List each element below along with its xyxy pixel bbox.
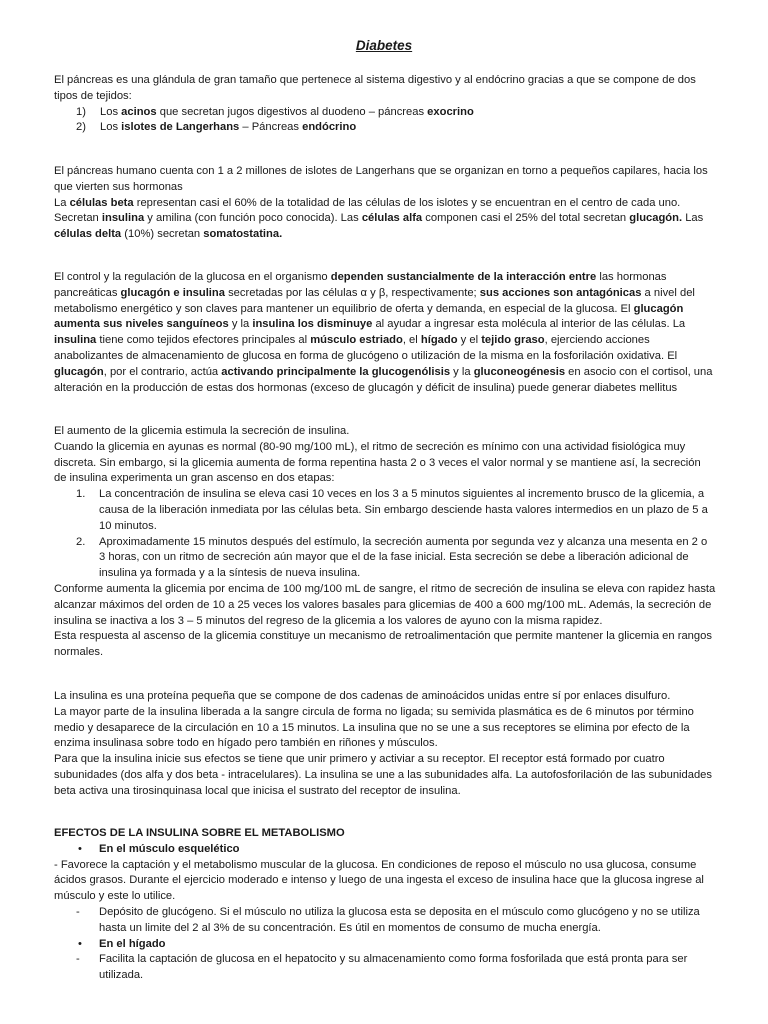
secretion-paragraph: Esta respuesta al ascenso de la glicemia constituye un mecanismo de retroalimentación que permite mantener la glicemia en rangos normales. xyxy=(54,630,712,659)
insulin-paragraph: La insulina es una proteína pequeña que se compone de dos cadenas de aminoácidos unidas entre sí por enlaces disulfuro. xyxy=(54,690,671,702)
text-run: tiene como tejidos efectores principales al xyxy=(96,334,311,347)
text-bold: somatostatina. xyxy=(203,228,283,241)
text-bold: gluconeogénesis xyxy=(473,365,566,378)
dash-marker: - xyxy=(76,905,80,918)
list-text: Aproximadamente 15 minutos después del estímulo, la secreción aumenta por segunda vez y alcanza una mesenta en 2 o 3 horas, con un ritmo de secreción aún mayor que el de la fase inicial. Esta secreción se debe a liberación adicional de insulina ya formada y a la síntesis de nueva insulina. xyxy=(99,535,708,580)
list-number: 2) xyxy=(76,121,86,134)
intro-paragraph: El páncreas es una glándula de gran tamaño que pertenece al sistema digestivo y al endócrino gracias a que se compone de dos tipos de tejidos: xyxy=(54,74,696,102)
subsection-heading: En el músculo esquelético xyxy=(99,842,240,855)
list-number: 1. xyxy=(76,488,86,501)
insulin-paragraph: La mayor parte de la insulina liberada a la sangre circula de forma no ligada; su semivida plasmática es de 6 minutos por término medio y desaparece de la circulación en 10 a 15 minutos. La insulina que no se une a sus receptores se elimina por efecto de la enzima insulinasa sobre todo en hígado pero también en riñones y músculos. xyxy=(54,705,694,750)
phase-list xyxy=(54,487,716,582)
tissue-list xyxy=(54,105,716,137)
list-bold: endócrino xyxy=(302,121,357,134)
text-run: Secretan xyxy=(54,212,102,225)
subsection-heading: En el hígado xyxy=(99,937,166,950)
text-bold: insulina xyxy=(54,334,97,347)
dash-marker: - xyxy=(76,953,80,966)
insulin-section xyxy=(54,689,716,800)
text-bold: glucagón aumenta sus niveles sanguíneos xyxy=(54,302,684,331)
text-run: y el xyxy=(457,334,482,347)
secretion-intro: El aumento de la glicemia estimula la secreción de insulina. xyxy=(54,425,350,437)
list-text: Depósito de glucógeno. Si el músculo no utiliza la glucosa esta se deposita en el músculo como glucógeno y no se utiliza hasta un limite del 2 al 3% de su concentración. Es útil en momentos de consumo de mucha energía. xyxy=(99,905,700,934)
intro-section xyxy=(54,73,716,136)
text-bold: glucagón xyxy=(54,365,104,378)
text-bold: sus acciones son antagónicas xyxy=(479,286,642,299)
text-bold: insulina xyxy=(101,212,145,225)
text-bold: células alfa xyxy=(361,212,423,225)
list-text: – Páncreas xyxy=(239,121,303,134)
text-run: al ayudar a ingresar esta molécula al interior de las células. La xyxy=(372,318,686,331)
list-item xyxy=(54,952,716,984)
list-item xyxy=(54,120,716,136)
list-item xyxy=(54,937,716,953)
text-bold: insulina los disminuye xyxy=(252,318,373,331)
list-item xyxy=(54,842,716,858)
text-run: secretadas por las células α y β, respectivamente; xyxy=(224,286,480,299)
beta-cells-paragraph xyxy=(54,196,716,243)
islets-section xyxy=(54,164,716,243)
text-run: La xyxy=(54,196,70,209)
text-run: , ejerciendo acciones anabolizantes de almacenamiento de glucosa en forma de glucógeno o utilización de la misma en la fosforilación oxidativa. El xyxy=(54,334,678,362)
text-bold: hígado xyxy=(420,334,458,347)
text-run: Las xyxy=(682,212,704,225)
text-bold: dependen sustancialmente de la interacción entre xyxy=(330,271,597,283)
insulin-paragraph: Para que la insulina inicie sus efectos se tiene que unir primero y activiar a su receptor. El receptor está formado por cuatro subunidades (dos alfa y dos beta - intracelulares). La insulina se une a las subunidades alfa. La autofosforilación de las subunidades beta activa una tirosinquinasa local que inicisa el sustrato del receptor de insulina. xyxy=(54,753,713,797)
list-text: Facilita la captación de glucosa en el hepatocito y su almacenamiento como forma fosforilada que está pronta para ser utilizada. xyxy=(99,953,688,982)
text-run: y la xyxy=(228,318,253,331)
list-text: que secretan jugos digestivos al duodeno – páncreas xyxy=(156,105,428,118)
text-bold: glucagón. xyxy=(629,212,683,225)
list-item xyxy=(54,535,716,582)
text-run: componen casi el 25% del total secretan xyxy=(422,212,630,225)
document-title: Diabetes xyxy=(355,38,413,53)
text-bold: células beta xyxy=(69,196,134,209)
secretion-paragraph: Conforme aumenta la glicemia por encima de 100 mg/100 mL de sangre, el ritmo de secreción de insulina se eleva con rapidez hasta alcanzar máximos del orden de 10 a 25 veces los valores basales para glicemias de 400 a 600 mg/100 mL. Además, la secreción de insulina se inactiva a los 3 – 5 minutos del regreso de la glicemia a los valores de ayuno con la misma rapidez. xyxy=(54,582,716,627)
text-bold: músculo estriado xyxy=(310,334,403,347)
section-heading: EFECTOS DE LA INSULINA SOBRE EL METABOLISMO xyxy=(54,827,345,839)
text-run: El control y la regulación de la glucosa en el organismo xyxy=(54,271,331,283)
secretion-section xyxy=(54,424,716,661)
bullet-icon: • xyxy=(78,842,82,855)
text-run: representan casi el 60% de la totalidad de las células de los islotes y se encuentran en el centro de cada uno. xyxy=(133,196,681,209)
text-run: a nivel del metabolismo energético y son claves para mantener un equilibrio de oferta y demanda, en especial de la glucosa. El xyxy=(54,286,695,315)
list-item xyxy=(54,905,716,937)
effects-paragraph: - Favorece la captación y el metabolismo muscular de la glucosa. En condiciones de reposo el músculo no usa glucosa, consume ácidos grasos. Durante el ejercicio moderado e intenso y luego de una ingesta el exceso de insulina hace que la glucosa ingrese al músculo y este lo utilice. xyxy=(54,858,704,903)
text-run: las hormonas pancreáticas xyxy=(54,271,667,299)
text-run: y la xyxy=(450,365,474,378)
text-bold: glucagón e insulina xyxy=(120,286,225,299)
list-bold: islotes de Langerhans xyxy=(121,121,240,134)
list-bold: exocrino xyxy=(427,105,474,118)
control-section xyxy=(54,270,716,396)
list-text: La concentración de insulina se eleva casi 10 veces en los 3 a 5 minutos siguientes al incremento brusco de la glicemia, a causa de la liberación inmediata por las células beta. Sin embargo desciende hasta valores intermedios en un plazo de 5 a 10 minutos. xyxy=(99,488,708,532)
list-item xyxy=(54,487,716,534)
list-text: Los xyxy=(100,121,122,134)
list-item xyxy=(54,105,716,121)
list-number: 2. xyxy=(76,535,86,548)
text-bold: activando principalmente la glucogenólisis xyxy=(221,365,451,378)
text-run: , el xyxy=(402,334,421,347)
control-paragraph xyxy=(54,270,716,396)
text-run: (10%) secretan xyxy=(121,228,204,241)
islets-paragraph: El páncreas humano cuenta con 1 a 2 millones de islotes de Langerhans que se organizan en torno a pequeños capilares, hacia los que vierten sus hormonas xyxy=(54,165,708,193)
list-text: Los xyxy=(100,105,122,118)
text-run: en asocio con el cortisol, una alteración en la producción de estas dos hormonas (exceso de glucagón y déficit de insulina) puede generar diabetes mellitus xyxy=(54,365,713,394)
text-run: , por el contrario, actúa xyxy=(103,365,222,378)
list-number: 1) xyxy=(76,105,86,118)
effects-section xyxy=(54,826,716,984)
text-run: y amilina (con función poco conocida). Las xyxy=(144,212,362,225)
text-bold: células delta xyxy=(54,228,122,241)
secretion-paragraph: Cuando la glicemia en ayunas es normal (80-90 mg/100 mL), el ritmo de secreción es mínimo con una actividad fisiológica muy discreta. Sin embargo, si la glicemia aumenta de forma repentina hasta 2 o 3 veces el valor normal y se mantiene así, la secreción de insulina experimenta un gran ascenso en dos etapas: xyxy=(54,440,701,485)
text-bold: tejido graso xyxy=(481,334,545,347)
list-bold: acinos xyxy=(121,105,157,118)
bullet-icon: • xyxy=(78,937,82,950)
